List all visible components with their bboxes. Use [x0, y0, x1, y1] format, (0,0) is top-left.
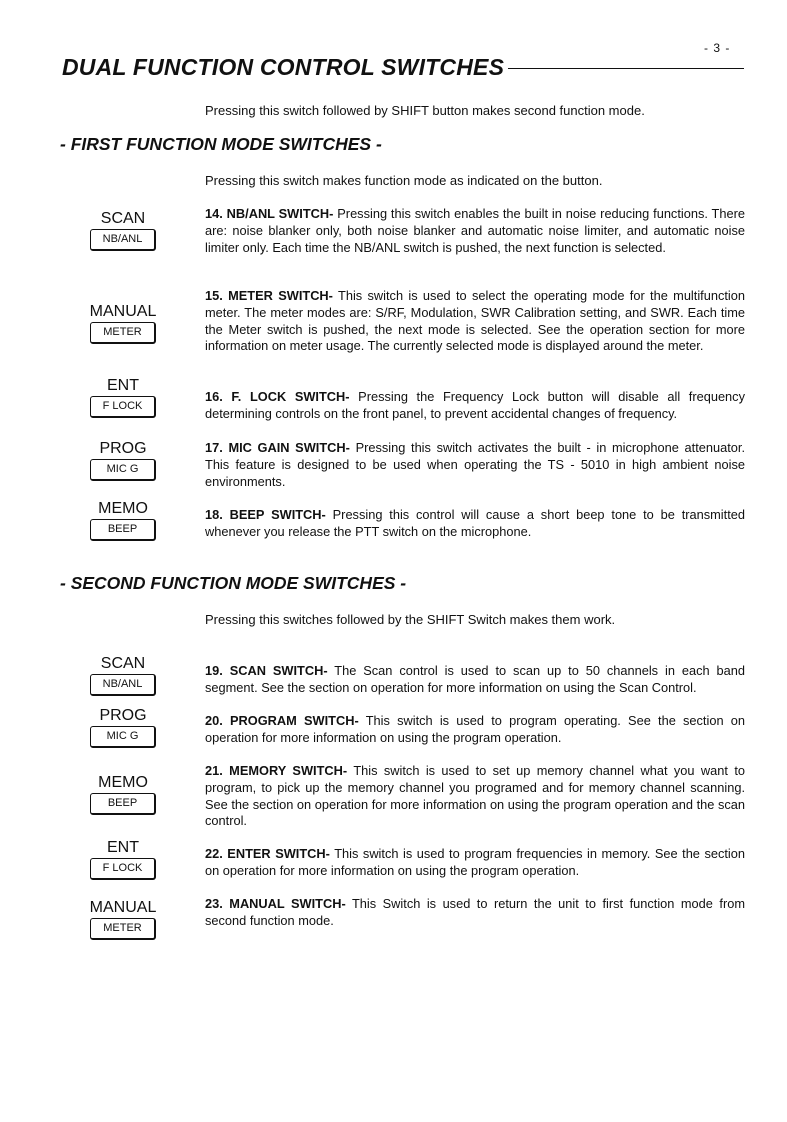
item-text: This switch is used to program frequencies in memory. See the section on operation for more information on using the program operation. — [205, 846, 745, 878]
switch-manual-meter — [87, 303, 159, 344]
switch-name: PROG — [99, 707, 147, 724]
switch-memo-beep — [87, 500, 159, 541]
item-label: 14. NB/ANL SWITCH- — [205, 206, 334, 221]
second-section-heading: - SECOND FUNCTION MODE SWITCHES - — [60, 573, 407, 593]
item-label: 21. MEMORY SWITCH- — [205, 763, 348, 778]
switch-ent-flock — [87, 377, 159, 418]
switch-name: PROG — [99, 440, 147, 457]
f-lock-button[interactable]: F LOCK — [90, 396, 156, 418]
item-text: This switch is used to set up memory channel what you want to program, to pick up the memory channel you programed and for memory channel scanning. See the section on operation for more information on using the program operation and the scan control. — [205, 763, 746, 829]
switch-manual-meter-2 — [87, 899, 159, 940]
item-14 — [205, 206, 745, 256]
item-label: 19. SCAN SWITCH- — [205, 663, 328, 678]
item-text: This Switch is used to return the unit to first function mode from second function mode. — [205, 896, 745, 928]
switch-name: SCAN — [100, 655, 146, 672]
item-19 — [205, 663, 745, 697]
second-section-intro: Pressing this switches followed by the SHIFT Switch makes them work. — [205, 612, 616, 627]
switch-name: SCAN — [100, 210, 146, 227]
nb-anl-button[interactable]: NB/ANL — [90, 674, 156, 696]
f-lock-button[interactable]: F LOCK — [90, 858, 156, 880]
first-section-intro: Pressing this switch makes function mode as indicated on the button. — [205, 173, 603, 188]
switch-prog-micg-2 — [87, 707, 159, 748]
switch-name: MEMO — [98, 774, 148, 791]
item-23 — [205, 896, 745, 930]
meter-button[interactable]: METER — [90, 322, 156, 344]
item-18 — [205, 507, 745, 541]
item-16 — [205, 389, 745, 423]
switch-name: MEMO — [98, 500, 148, 517]
item-label: 18. BEEP SWITCH- — [205, 507, 326, 522]
switch-name: ENT — [107, 839, 139, 856]
mic-g-button[interactable]: MIC G — [90, 459, 156, 481]
switch-scan-nbanl — [87, 210, 159, 251]
item-text: This switch is used to select the operating mode for the multifunction meter. The meter modes are: S/RF, Modulation, SWR Calibration setting, and SWR. Each time the Meter switch is pushed, the next mode is selected. See the operation section for more information on meter usage. The currently selected mode is displayed around the meter. — [205, 288, 745, 354]
switch-scan-nbanl-2 — [87, 655, 159, 696]
meter-button[interactable]: METER — [90, 918, 156, 940]
item-text: This switch is used to program operating. See the section on operation for more information on using the program operation. — [205, 713, 745, 745]
beep-button[interactable]: BEEP — [90, 519, 156, 541]
item-text: The Scan control is used to scan up to 50 channels in each band segment. See the section on operation for more information on using the Scan Control. — [205, 663, 745, 695]
mic-g-button[interactable]: MIC G — [90, 726, 156, 748]
item-label: 22. ENTER SWITCH- — [205, 846, 330, 861]
item-17 — [205, 440, 745, 490]
header-intro: Pressing this switch followed by SHIFT button makes second function mode. — [205, 103, 645, 118]
beep-button[interactable]: BEEP — [90, 793, 156, 815]
switch-ent-flock-2 — [87, 839, 159, 880]
switch-memo-beep-2 — [87, 774, 159, 815]
item-20 — [205, 713, 745, 747]
item-label: 23. MANUAL SWITCH- — [205, 896, 346, 911]
switch-name: MANUAL — [89, 899, 157, 916]
title-rule — [508, 68, 744, 69]
item-text: Pressing the Frequency Lock button will disable all frequency determining controls on the front panel, to prevent accidental changes of frequency. — [205, 389, 745, 421]
item-label: 20. PROGRAM SWITCH- — [205, 713, 359, 728]
switch-prog-micg — [87, 440, 159, 481]
item-text: Pressing this control will cause a short beep tone to be transmitted whenever you release the PTT switch on the microphone. — [205, 507, 745, 539]
item-text: Pressing this switch enables the built in noise reducing functions. There are: noise blanker only, both noise blanker and automatic noise limiter, and automatic noise limiter only. Each time the NB/ANL switch is pushed, the next function is selected. — [205, 206, 745, 255]
item-label: 15. METER SWITCH- — [205, 288, 333, 303]
item-label: 17. MIC GAIN SWITCH- — [205, 440, 350, 455]
item-text: Pressing this switch activates the built - in microphone attenuator. This feature is designed to be used when operating the TS - 5010 in high ambient noise environments. — [205, 440, 745, 489]
switch-name: MANUAL — [89, 303, 157, 320]
item-22 — [205, 846, 745, 880]
switch-name: ENT — [107, 377, 139, 394]
item-21 — [205, 763, 745, 830]
item-label: 16. F. LOCK SWITCH- — [205, 389, 350, 404]
item-15 — [205, 288, 745, 355]
nb-anl-button[interactable]: NB/ANL — [90, 229, 156, 251]
page-number: - 3 - — [704, 41, 731, 55]
page-title: DUAL FUNCTION CONTROL SWITCHES — [62, 54, 505, 80]
first-section-heading: - FIRST FUNCTION MODE SWITCHES - — [60, 134, 382, 154]
